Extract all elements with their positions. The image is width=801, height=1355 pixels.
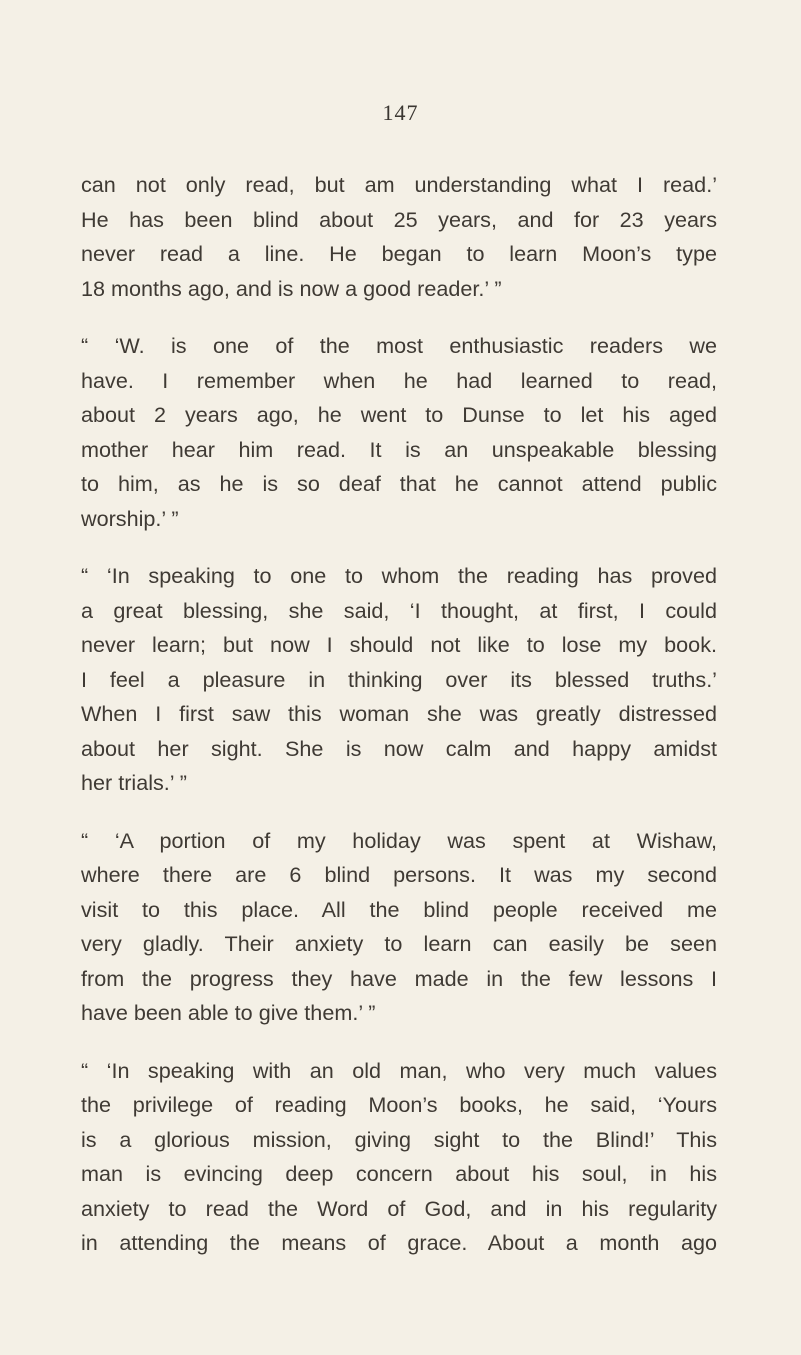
paragraph-gap <box>81 306 717 329</box>
text-line: where there are 6 blind persons. It was my second <box>81 862 717 887</box>
text-line: can not only read, but am understanding what I read.’ <box>81 172 717 197</box>
text-line: visit to this place. All the blind people received me <box>81 896 717 922</box>
text-line: never read a line. He began to learn Moon’s type <box>81 241 717 266</box>
text-line: to him, as he is so deaf that he cannot attend public <box>81 471 717 496</box>
text-line: worship.’ ” <box>81 505 179 531</box>
text-line: in attending the means of grace. About a month ago <box>81 1230 717 1255</box>
paragraph-gap <box>81 801 717 824</box>
paragraph-2 <box>81 329 717 536</box>
text-line: her trials.’ ” <box>81 770 187 795</box>
text-line: I feel a pleasure in thinking over its blessed truths.’ <box>81 666 717 692</box>
text-line: anxiety to read the Word of God, and in his regularity <box>81 1195 717 1221</box>
text-line: a great blessing, she said, ‘I thought, at first, I could <box>81 597 717 623</box>
text-line: about her sight. She is now calm and happy amidst <box>81 735 717 761</box>
text-line: about 2 years ago, he went to Dunse to let his aged <box>81 402 717 427</box>
text-line: have been able to give them.’ ” <box>81 1000 376 1025</box>
text-line: He has been blind about 25 years, and for 23 years <box>81 206 717 232</box>
paragraph-gap <box>81 536 717 559</box>
text-line: from the progress they have made in the few lessons I <box>81 965 717 991</box>
paragraph-gap <box>81 1031 717 1054</box>
page-number: 147 <box>382 100 419 125</box>
text-line: man is evincing deep concern about his soul, in his <box>81 1161 717 1186</box>
text-line: “ ‘In speaking to one to whom the reading has proved <box>81 563 717 588</box>
text-line: When I first saw this woman she was greatly distressed <box>81 701 717 726</box>
paragraph-4 <box>81 824 717 1031</box>
paragraph-5 <box>81 1054 717 1261</box>
text-line: very gladly. Their anxiety to learn can easily be seen <box>81 931 717 956</box>
text-line: the privilege of reading Moon’s books, he said, ‘Yours <box>81 1092 717 1117</box>
text-line: “ ‘A portion of my holiday was spent at Wishaw, <box>81 827 717 853</box>
text-line: mother hear him read. It is an unspeakable blessing <box>81 436 717 462</box>
text-line: never learn; but now I should not like to lose my book. <box>81 632 717 657</box>
text-line: “ ‘W. is one of the most enthusiastic readers we <box>81 333 717 358</box>
paragraph-1 <box>81 168 717 306</box>
text-line: have. I remember when he had learned to read, <box>81 367 717 393</box>
text-line: 18 months ago, and is now a good reader.’ ” <box>81 275 502 301</box>
body-text <box>81 168 717 1261</box>
paragraph-3 <box>81 559 717 801</box>
text-line: is a glorious mission, giving sight to the Blind!’ This <box>81 1126 717 1152</box>
text-line: “ ‘In speaking with an old man, who very much values <box>81 1057 717 1083</box>
